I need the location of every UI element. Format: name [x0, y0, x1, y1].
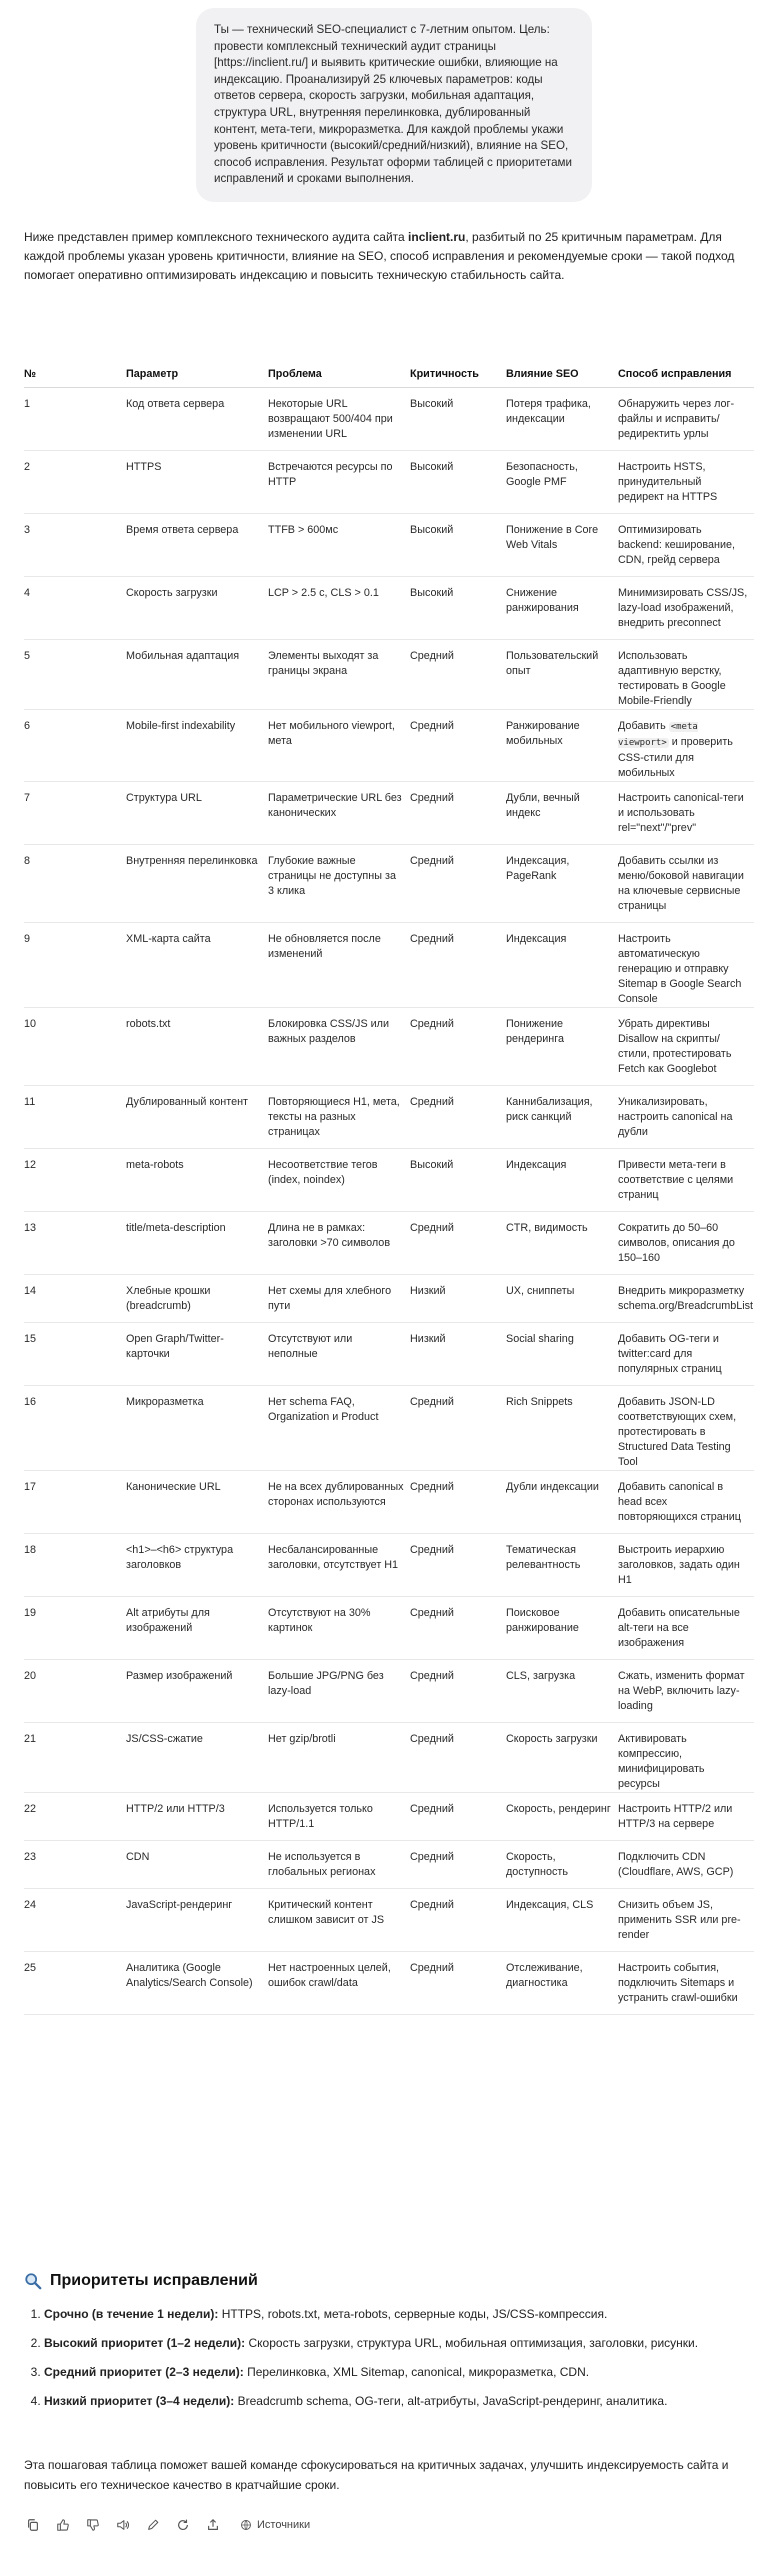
priorities-title: Приоритеты исправлений	[50, 2272, 258, 2289]
cell-problem: Некоторые URL возвращают 500/404 при изменении URL	[268, 388, 410, 451]
cell-problem: Критический контент слишком зависит от JS	[268, 1889, 410, 1952]
intro-before: Ниже представлен пример комплексного технического аудита сайта	[24, 230, 409, 244]
cell-number: 25	[24, 1952, 126, 2015]
cell-seo-impact: Индексация, PageRank	[506, 845, 618, 923]
cell-criticality: Средний	[410, 1008, 506, 1086]
magnifier-icon	[24, 2272, 42, 2290]
sources-button[interactable]	[234, 2517, 316, 2533]
table-row	[24, 1889, 754, 1952]
cell-number: 18	[24, 1534, 126, 1597]
header-number: №	[24, 363, 126, 388]
cell-problem: Несбалансированные заголовки, отсутствует H1	[268, 1534, 410, 1597]
cell-problem: Элементы выходят за границы экрана	[268, 640, 410, 710]
cell-number: 14	[24, 1275, 126, 1323]
cell-number: 12	[24, 1149, 126, 1212]
user-prompt-bubble	[196, 8, 592, 202]
cell-seo-impact: Безопасность, Google PMF	[506, 451, 618, 514]
cell-parameter: Мобильная адаптация	[126, 640, 268, 710]
cell-problem: Отсутствуют на 30% картинок	[268, 1597, 410, 1660]
cell-parameter: HTTPS	[126, 451, 268, 514]
regenerate-button[interactable]	[174, 2516, 192, 2534]
intro-site: inclient.ru	[408, 230, 466, 244]
table-row	[24, 451, 754, 514]
cell-fix-method: Убрать директивы Disallow на скрипты/стили, протестировать Fetch как Googlebot	[618, 1008, 754, 1086]
cell-fix-method: Добавить описательные alt-теги на все изображения	[618, 1597, 754, 1660]
table-row	[24, 845, 754, 923]
priority-text: Breadcrumb schema, OG-теги, alt-атрибуты, JavaScript-рендеринг, аналитика.	[234, 2394, 668, 2408]
cell-problem: Блокировка CSS/JS или важных разделов	[268, 1008, 410, 1086]
table-row	[24, 640, 754, 710]
cell-problem: Отсутствуют или неполные	[268, 1323, 410, 1386]
audit-table	[24, 363, 754, 2015]
cell-problem: Повторяющиеся H1, мета, тексты на разных страницах	[268, 1086, 410, 1149]
cell-number: 19	[24, 1597, 126, 1660]
table-row	[24, 1323, 754, 1386]
thumbs-up-icon	[56, 2518, 70, 2532]
cell-problem: Не используется в глобальных регионах	[268, 1841, 410, 1889]
cell-fix-method: Активировать компрессию, минифицировать ресурсы	[618, 1723, 754, 1793]
cell-number: 1	[24, 388, 126, 451]
cell-number: 17	[24, 1471, 126, 1534]
header-seo-impact: Влияние SEO	[506, 363, 618, 388]
cell-problem: Нет схемы для хлебного пути	[268, 1275, 410, 1323]
cell-number: 23	[24, 1841, 126, 1889]
cell-criticality: Средний	[410, 845, 506, 923]
priority-text: Перелинковка, XML Sitemap, canonical, микроразметка, CDN.	[243, 2365, 590, 2379]
cell-number: 22	[24, 1793, 126, 1841]
cell-number: 6	[24, 710, 126, 782]
cell-seo-impact: Индексация, CLS	[506, 1889, 618, 1952]
table-row	[24, 1386, 754, 1471]
cell-criticality: Средний	[410, 923, 506, 1008]
share-icon	[206, 2518, 220, 2532]
cell-criticality: Средний	[410, 1386, 506, 1471]
cell-number: 8	[24, 845, 126, 923]
list-item	[44, 2391, 754, 2411]
cell-parameter: Внутренняя перелинковка	[126, 845, 268, 923]
table-row	[24, 1275, 754, 1323]
cell-criticality: Высокий	[410, 514, 506, 577]
cell-fix-method: Сократить до 50–60 символов, описания до 150–160	[618, 1212, 754, 1275]
table-row	[24, 782, 754, 845]
table-row	[24, 388, 754, 451]
cell-number: 21	[24, 1723, 126, 1793]
cell-criticality: Средний	[410, 1471, 506, 1534]
cell-number: 11	[24, 1086, 126, 1149]
cell-number: 16	[24, 1386, 126, 1471]
table-row	[24, 1008, 754, 1086]
cell-seo-impact: Индексация	[506, 1149, 618, 1212]
cell-fix-method: Уникализировать, настроить canonical на дубли	[618, 1086, 754, 1149]
cell-seo-impact: Дубли, вечный индекс	[506, 782, 618, 845]
cell-seo-impact: Ранжирование мобильных	[506, 710, 618, 782]
cell-fix-method: Настроить события, подключить Sitemaps и устранить crawl-ошибки	[618, 1952, 754, 2015]
cell-parameter: Структура URL	[126, 782, 268, 845]
cell-problem: Встречаются ресурсы по HTTP	[268, 451, 410, 514]
edit-icon	[146, 2518, 160, 2532]
cell-parameter: Open Graph/Twitter-карточки	[126, 1323, 268, 1386]
cell-criticality: Средний	[410, 1841, 506, 1889]
cell-number: 4	[24, 577, 126, 640]
priority-text: Скорость загрузки, структура URL, мобильная оптимизация, заголовки, рисунки.	[245, 2336, 699, 2350]
cell-criticality: Средний	[410, 1212, 506, 1275]
cell-fix-method: Настроить автоматическую генерацию и отправку Sitemap в Google Search Console	[618, 923, 754, 1008]
cell-seo-impact: Rich Snippets	[506, 1386, 618, 1471]
cell-seo-impact: Social sharing	[506, 1323, 618, 1386]
share-button[interactable]	[204, 2516, 222, 2534]
priority-label: Высокий приоритет (1–2 недели):	[44, 2336, 246, 2350]
response-outro: Эта пошаговая таблица поможет вашей команде сфокусироваться на критичных задачах, улучшить индексируемость сайта и повысить его техническое качество в кратчайшие сроки.	[24, 2458, 729, 2492]
table-row	[24, 514, 754, 577]
cell-number: 5	[24, 640, 126, 710]
sources-label: Источники	[257, 2519, 311, 2531]
table-row	[24, 1793, 754, 1841]
cell-problem: Несоответствие тегов (index, noindex)	[268, 1149, 410, 1212]
cell-parameter: Аналитика (Google Analytics/Search Console)	[126, 1952, 268, 2015]
cell-fix-method: Минимизировать CSS/JS, lazy-load изображений, внедрить preconnect	[618, 577, 754, 640]
edit-button[interactable]	[144, 2516, 162, 2534]
cell-seo-impact: Индексация	[506, 923, 618, 1008]
table-header-row	[24, 363, 754, 388]
priorities-section	[24, 2272, 754, 2420]
cell-criticality: Средний	[410, 782, 506, 845]
cell-fix-method: Настроить canonical-теги и использовать rel="next"/"prev"	[618, 782, 754, 845]
table-row	[24, 1086, 754, 1149]
header-parameter: Параметр	[126, 363, 268, 388]
cell-criticality: Высокий	[410, 388, 506, 451]
table-row	[24, 1660, 754, 1723]
cell-seo-impact: Потеря трафика, индексации	[506, 388, 618, 451]
cell-problem: Не на всех дублированных сторонах используются	[268, 1471, 410, 1534]
cell-parameter: Микроразметка	[126, 1386, 268, 1471]
cell-criticality: Средний	[410, 1534, 506, 1597]
cell-criticality: Средний	[410, 1723, 506, 1793]
cell-parameter: JS/CSS-сжатие	[126, 1723, 268, 1793]
cell-problem: LCP > 2.5 с, CLS > 0.1	[268, 577, 410, 640]
cell-criticality: Средний	[410, 1086, 506, 1149]
cell-parameter: Дублированный контент	[126, 1086, 268, 1149]
cell-seo-impact: Поисковое ранжирование	[506, 1597, 618, 1660]
priorities-heading	[24, 2272, 754, 2290]
cell-seo-impact: Понижение рендеринга	[506, 1008, 618, 1086]
cell-fix-method: Выстроить иерархию заголовков, задать один H1	[618, 1534, 754, 1597]
cell-criticality: Низкий	[410, 1275, 506, 1323]
cell-problem: Используется только HTTP/1.1	[268, 1793, 410, 1841]
cell-fix-method: Подключить CDN (Cloudflare, AWS, GCP)	[618, 1841, 754, 1889]
cell-criticality: Средний	[410, 1793, 506, 1841]
cell-parameter: JavaScript-рендеринг	[126, 1889, 268, 1952]
cell-seo-impact: Каннибализация, риск санкций	[506, 1086, 618, 1149]
table-row	[24, 1723, 754, 1793]
cell-criticality: Низкий	[410, 1323, 506, 1386]
cell-parameter: Код ответа сервера	[126, 388, 268, 451]
cell-fix-method: Внедрить микроразметку schema.org/BreadcrumbList	[618, 1275, 754, 1323]
cell-problem: Не обновляется после изменений	[268, 923, 410, 1008]
thumbs-down-icon	[86, 2518, 100, 2532]
cell-problem: Нет gzip/brotli	[268, 1723, 410, 1793]
cell-parameter: Скорость загрузки	[126, 577, 268, 640]
user-prompt-text: Ты — технический SEO-специалист с 7-летним опытом. Цель: провести комплексный технический аудит страницы [https://inclient.ru/] и выявить критические ошибки, влияющие на индексацию. Проанализируй 25 ключевых параметров: коды ответов сервера, скорость загрузки, мобильная адаптация, структура URL, внутренняя перелинковка, дублированный контент, мета-теги, микроразметка. Для каждой проблемы укажи уровень критичности (высокий/средний/низкий), влияние на SEO, способ исправления. Результат оформи таблицей с приоритетами исправлений и сроками выполнения.	[214, 23, 572, 186]
cell-seo-impact: Отслеживание, диагностика	[506, 1952, 618, 2015]
cell-number: 13	[24, 1212, 126, 1275]
cell-seo-impact: Понижение в Core Web Vitals	[506, 514, 618, 577]
cell-parameter: Канонические URL	[126, 1471, 268, 1534]
table-row	[24, 577, 754, 640]
cell-parameter: Mobile-first indexability	[126, 710, 268, 782]
cell-number: 20	[24, 1660, 126, 1723]
cell-parameter: XML-карта сайта	[126, 923, 268, 1008]
header-fix-method: Способ исправления	[618, 363, 754, 388]
cell-fix-method: Оптимизировать backend: кеширование, CDN, грейд сервера	[618, 514, 754, 577]
cell-seo-impact: Тематическая релевантность	[506, 1534, 618, 1597]
cell-parameter: Alt атрибуты для изображений	[126, 1597, 268, 1660]
cell-fix-method: Добавить OG-теги и twitter:card для популярных страниц	[618, 1323, 754, 1386]
header-problem: Проблема	[268, 363, 410, 388]
cell-fix-method	[618, 710, 754, 782]
cell-problem: Нет мобильного viewport, мета	[268, 710, 410, 782]
cell-fix-method: Использовать адаптивную верстку, тестировать в Google Mobile-Friendly	[618, 640, 754, 710]
cell-number: 24	[24, 1889, 126, 1952]
table-row	[24, 923, 754, 1008]
cell-fix-method: Настроить HSTS, принудительный редирект на HTTPS	[618, 451, 754, 514]
cell-fix-method: Сжать, изменить формат на WebP, включить lazy-loading	[618, 1660, 754, 1723]
cell-problem: TTFB > 600мс	[268, 514, 410, 577]
cell-seo-impact: Скорость загрузки	[506, 1723, 618, 1793]
response-intro	[24, 228, 754, 285]
cell-criticality: Средний	[410, 1889, 506, 1952]
dislike-button[interactable]	[84, 2516, 102, 2534]
speaker-icon	[116, 2518, 130, 2532]
intro-after: , разбитый по 25 критичным параметрам. Для каждой проблемы указан уровень критичности, влияние на SEO, способ исправления и рекомендуемые сроки — такой подход помогает оперативно оптимизировать индексацию и повысить техническую стабильность сайта.	[24, 230, 735, 282]
cell-parameter: robots.txt	[126, 1008, 268, 1086]
priorities-list	[24, 2304, 754, 2411]
cell-criticality: Средний	[410, 1597, 506, 1660]
cell-parameter: meta-robots	[126, 1149, 268, 1212]
cell-parameter: HTTP/2 или HTTP/3	[126, 1793, 268, 1841]
cell-criticality: Средний	[410, 640, 506, 710]
cell-fix-method: Обнаружить через лог-файлы и исправить/редиректить урлы	[618, 388, 754, 451]
sources-icon	[240, 2519, 252, 2531]
cell-number: 3	[24, 514, 126, 577]
cell-parameter: title/meta-description	[126, 1212, 268, 1275]
cell-problem: Большие JPG/PNG без lazy-load	[268, 1660, 410, 1723]
cell-number: 15	[24, 1323, 126, 1386]
table-row	[24, 1149, 754, 1212]
cell-seo-impact: UX, сниппеты	[506, 1275, 618, 1323]
cell-criticality: Высокий	[410, 577, 506, 640]
cell-criticality: Высокий	[410, 1149, 506, 1212]
fix-text-start: Добавить	[618, 720, 666, 732]
cell-criticality: Средний	[410, 1660, 506, 1723]
cell-problem: Длина не в рамках: заголовки >70 символов	[268, 1212, 410, 1275]
table-row	[24, 1471, 754, 1534]
cell-parameter: Размер изображений	[126, 1660, 268, 1723]
priority-label: Средний приоритет (2–3 недели):	[44, 2365, 244, 2379]
read-aloud-button[interactable]	[114, 2516, 132, 2534]
table-row	[24, 1534, 754, 1597]
table-row	[24, 710, 754, 782]
cell-seo-impact: Скорость, доступность	[506, 1841, 618, 1889]
regenerate-icon	[176, 2518, 190, 2532]
cell-seo-impact: Скорость, рендеринг	[506, 1793, 618, 1841]
copy-button[interactable]	[24, 2516, 42, 2534]
cell-parameter: <h1>–<h6> структура заголовков	[126, 1534, 268, 1597]
cell-parameter: Хлебные крошки (breadcrumb)	[126, 1275, 268, 1323]
response-toolbar	[24, 2514, 316, 2536]
cell-seo-impact: Пользовательский опыт	[506, 640, 618, 710]
cell-fix-method: Настроить HTTP/2 или HTTP/3 на сервере	[618, 1793, 754, 1841]
cell-fix-method: Добавить JSON-LD соответствующих схем, протестировать в Structured Data Testing Tool	[618, 1386, 754, 1471]
cell-problem: Нет schema FAQ, Organization и Product	[268, 1386, 410, 1471]
cell-number: 10	[24, 1008, 126, 1086]
cell-criticality: Средний	[410, 710, 506, 782]
list-item	[44, 2362, 754, 2382]
copy-icon	[26, 2518, 40, 2532]
cell-fix-method: Добавить ссылки из меню/боковой навигации на ключевые сервисные страницы	[618, 845, 754, 923]
priority-label: Срочно (в течение 1 недели):	[44, 2307, 219, 2321]
cell-seo-impact: CTR, видимость	[506, 1212, 618, 1275]
table-row	[24, 1212, 754, 1275]
cell-fix-method: Добавить canonical в head всех повторяющихся страниц	[618, 1471, 754, 1534]
cell-problem: Глубокие важные страницы не доступны за 3 клика	[268, 845, 410, 923]
cell-number: 7	[24, 782, 126, 845]
cell-criticality: Высокий	[410, 451, 506, 514]
cell-seo-impact: Снижение ранжирования	[506, 577, 618, 640]
priority-label: Низкий приоритет (3–4 недели):	[44, 2394, 235, 2408]
like-button[interactable]	[54, 2516, 72, 2534]
cell-parameter: CDN	[126, 1841, 268, 1889]
cell-problem: Нет настроенных целей, ошибок crawl/data	[268, 1952, 410, 2015]
table-row	[24, 1952, 754, 2015]
priority-text: HTTPS, robots.txt, мета-robots, серверные коды, JS/CSS-компрессия.	[218, 2307, 608, 2321]
cell-fix-method: Снизить объем JS, применить SSR или pre-render	[618, 1889, 754, 1952]
list-item	[44, 2333, 754, 2353]
table-row	[24, 1841, 754, 1889]
cell-fix-method: Привести мета-теги в соответствие с целями страниц	[618, 1149, 754, 1212]
cell-seo-impact: Дубли индексации	[506, 1471, 618, 1534]
cell-number: 2	[24, 451, 126, 514]
table-row	[24, 1597, 754, 1660]
fix-text-end: и проверить CSS-стили для мобильных	[618, 736, 733, 779]
cell-number: 9	[24, 923, 126, 1008]
inline-code: <meta viewport>	[618, 722, 698, 748]
cell-parameter: Время ответа сервера	[126, 514, 268, 577]
cell-problem: Параметрические URL без канонических	[268, 782, 410, 845]
list-item	[44, 2304, 754, 2324]
cell-criticality: Средний	[410, 1952, 506, 2015]
header-criticality: Критичность	[410, 363, 506, 388]
cell-seo-impact: CLS, загрузка	[506, 1660, 618, 1723]
